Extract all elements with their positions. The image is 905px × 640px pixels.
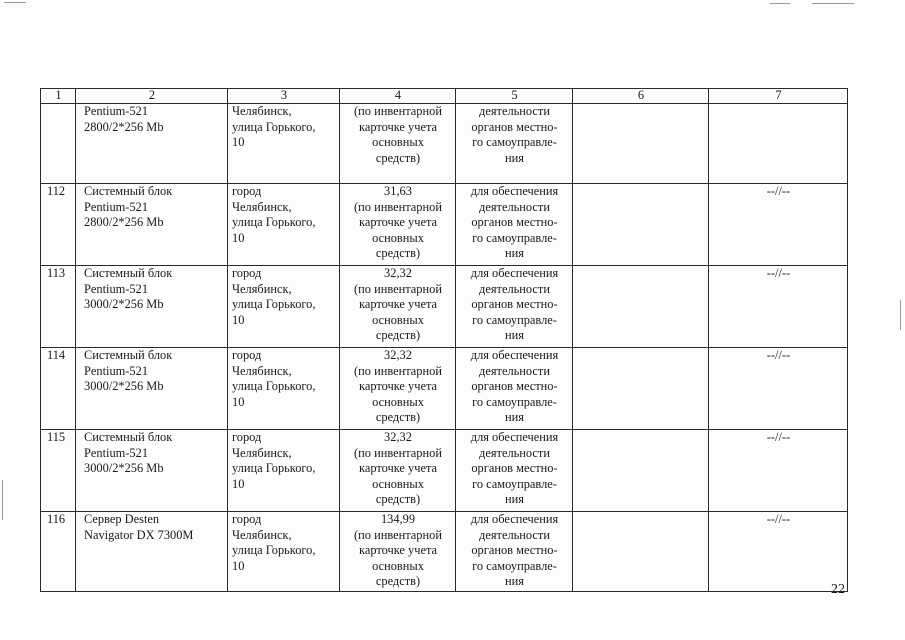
row-number: 114 [41, 348, 76, 430]
item-purpose-line: го самоуправле- [472, 135, 557, 150]
item-cost-line: 134,99 [380, 512, 416, 526]
item-cost-line: (по инвентарной [354, 363, 442, 378]
item-cost-line: карточке учета [358, 461, 438, 476]
item-address-line: Челябинск, [232, 199, 292, 214]
column-header: 7 [709, 89, 848, 104]
item-cost-line: средств) [375, 574, 421, 589]
table-row [41, 512, 848, 592]
item-cost-line: средств) [375, 150, 421, 165]
item-address-line: улица Горького, [232, 461, 316, 476]
item-address-line: 10 [232, 230, 245, 245]
item-purpose-line: органов местно- [471, 215, 558, 230]
item-purpose-line: органов местно- [471, 379, 558, 394]
item-address [228, 348, 340, 430]
item-address-line: улица Горького, [232, 379, 316, 394]
item-name-line: Системный блок [84, 184, 173, 198]
item-name-line: 3000/2*256 Mb [84, 461, 164, 476]
item-cost [340, 184, 456, 266]
scan-mark-top-right-2 [812, 3, 854, 4]
item-name [76, 512, 228, 592]
item-cost-line: основных [372, 230, 424, 245]
table-row [41, 430, 848, 512]
item-purpose-line: ния [505, 150, 524, 165]
item-address-line: Челябинск, [232, 363, 292, 378]
item-purpose-line: го самоуправле- [472, 312, 557, 327]
item-name [76, 430, 228, 512]
item-purpose-line: для обеспечения [470, 348, 559, 362]
column-7-cell: --//-- [709, 266, 848, 348]
item-purpose-line: органов местно- [471, 119, 558, 134]
item-purpose-line: деятельности [479, 363, 550, 378]
item-address [228, 266, 340, 348]
column-6-cell [573, 266, 709, 348]
item-purpose-line: деятельности [479, 199, 550, 214]
item-address [228, 184, 340, 266]
item-cost-line: (по инвентарной [354, 445, 442, 460]
item-purpose [456, 266, 573, 348]
row-number: 113 [41, 266, 76, 348]
item-purpose-line: го самоуправле- [472, 230, 557, 245]
item-address-line: город [232, 266, 262, 280]
item-cost-line: карточке учета [358, 297, 438, 312]
column-header: 5 [456, 89, 573, 104]
item-name-line: Системный блок [84, 266, 173, 280]
item-cost-line: карточке учета [358, 379, 438, 394]
item-cost-line: средств) [375, 246, 421, 261]
column-6-cell [573, 348, 709, 430]
item-address-line: 10 [232, 135, 245, 150]
item-address-line: Челябинск, [232, 104, 292, 118]
item-purpose-line: деятельности [479, 527, 550, 542]
item-address-line: город [232, 512, 262, 526]
item-purpose-line: го самоуправле- [472, 558, 557, 573]
scan-mark-left-edge [2, 480, 3, 520]
item-cost-line: 32,32 [384, 348, 412, 362]
item-cost-line: основных [372, 558, 424, 573]
item-address-line: улица Горького, [232, 215, 316, 230]
item-purpose-line: органов местно- [471, 543, 558, 558]
item-name-line: Navigator DX 7300M [84, 527, 194, 542]
item-cost [340, 348, 456, 430]
table-row [41, 104, 848, 184]
item-address [228, 430, 340, 512]
item-name-line: Pentium-521 [84, 281, 149, 296]
item-address-line: Челябинск, [232, 445, 292, 460]
column-header: 2 [76, 89, 228, 104]
item-cost-line: карточке учета [358, 215, 438, 230]
item-name [76, 184, 228, 266]
item-cost [340, 266, 456, 348]
column-6-cell [573, 184, 709, 266]
table-row [41, 348, 848, 430]
row-number [41, 104, 76, 184]
item-cost-line: карточке учета [358, 543, 438, 558]
item-name-line: Сервер Desten [84, 512, 160, 526]
item-purpose-line: деятельности [479, 445, 550, 460]
item-address [228, 512, 340, 592]
item-name-line: Pentium-521 [84, 199, 149, 214]
item-purpose-line: ния [505, 246, 524, 261]
item-purpose-line: для обеспечения [470, 512, 559, 526]
item-cost [340, 430, 456, 512]
item-address-line: улица Горького, [232, 119, 316, 134]
item-address-line: улица Горького, [232, 297, 316, 312]
column-header: 6 [573, 89, 709, 104]
item-cost-line: основных [372, 312, 424, 327]
item-purpose-line: для обеспечения [470, 184, 559, 198]
item-purpose-line: органов местно- [471, 297, 558, 312]
item-name-line: Системный блок [84, 430, 173, 444]
column-7-cell: --//-- [709, 184, 848, 266]
item-purpose [456, 184, 573, 266]
item-name [76, 104, 228, 184]
item-cost-line: основных [372, 394, 424, 409]
item-cost-line: 31,63 [384, 184, 412, 198]
item-purpose-line: ния [505, 410, 524, 425]
item-cost-line: средств) [375, 492, 421, 507]
item-address-line: город [232, 348, 262, 362]
column-header: 1 [41, 89, 76, 104]
column-6-cell [573, 104, 709, 184]
item-cost [340, 512, 456, 592]
item-cost-line: (по инвентарной [354, 281, 442, 296]
item-name-line: Системный блок [84, 348, 173, 362]
item-cost [340, 104, 456, 184]
inventory-table [40, 88, 848, 592]
item-address-line: город [232, 430, 262, 444]
item-purpose-line: ния [505, 328, 524, 343]
item-purpose-line: го самоуправле- [472, 394, 557, 409]
item-purpose [456, 348, 573, 430]
item-address-line: город [232, 184, 262, 198]
item-address-line: 10 [232, 312, 245, 327]
item-address-line: 10 [232, 394, 245, 409]
item-purpose-line: ния [505, 574, 524, 589]
item-address-line: 10 [232, 476, 245, 491]
item-purpose-line: ния [505, 492, 524, 507]
item-cost-line: карточке учета [358, 119, 438, 134]
item-cost-line: средств) [375, 328, 421, 343]
row-number: 112 [41, 184, 76, 266]
item-purpose-line: для обеспечения [470, 430, 559, 444]
row-number: 116 [41, 512, 76, 592]
item-purpose [456, 512, 573, 592]
item-name-line: 3000/2*256 Mb [84, 297, 164, 312]
column-7-cell: --//-- [709, 348, 848, 430]
row-number: 115 [41, 430, 76, 512]
column-header: 3 [228, 89, 340, 104]
item-purpose-line: для обеспечения [470, 266, 559, 280]
item-cost-line: (по инвентарной [354, 527, 442, 542]
scan-mark-right-edge [900, 300, 901, 330]
column-header: 4 [340, 89, 456, 104]
item-address-line: Челябинск, [232, 281, 292, 296]
scan-mark-top-right [770, 3, 790, 4]
scan-mark-top-left [4, 2, 26, 3]
item-name-line: 2800/2*256 Mb [84, 119, 164, 134]
item-cost-line: (по инвентарной [354, 104, 442, 118]
item-name-line: Pentium-521 [84, 104, 149, 118]
column-6-cell [573, 430, 709, 512]
table-row [41, 266, 848, 348]
item-cost-line: 32,32 [384, 430, 412, 444]
item-name-line: 3000/2*256 Mb [84, 379, 164, 394]
item-purpose-line: органов местно- [471, 461, 558, 476]
table-body [41, 104, 848, 592]
column-7-cell [709, 104, 848, 184]
column-6-cell [573, 512, 709, 592]
table-header-row [41, 89, 848, 104]
item-name [76, 348, 228, 430]
item-address-line: 10 [232, 558, 245, 573]
item-purpose [456, 104, 573, 184]
item-cost-line: 32,32 [384, 266, 412, 280]
item-name-line: Pentium-521 [84, 445, 149, 460]
item-name-line: Pentium-521 [84, 363, 149, 378]
item-cost-line: (по инвентарной [354, 199, 442, 214]
item-address-line: улица Горького, [232, 543, 316, 558]
item-purpose [456, 430, 573, 512]
table-row [41, 184, 848, 266]
item-address [228, 104, 340, 184]
item-cost-line: средств) [375, 410, 421, 425]
column-7-cell: --//-- [709, 512, 848, 592]
item-name [76, 266, 228, 348]
item-purpose-line: деятельности [479, 281, 550, 296]
item-name-line: 2800/2*256 Mb [84, 215, 164, 230]
page-number: 22 [831, 582, 845, 597]
item-cost-line: основных [372, 476, 424, 491]
item-address-line: Челябинск, [232, 527, 292, 542]
column-7-cell: --//-- [709, 430, 848, 512]
item-purpose-line: го самоуправле- [472, 476, 557, 491]
item-purpose-line: деятельности [479, 104, 550, 118]
item-cost-line: основных [372, 135, 424, 150]
